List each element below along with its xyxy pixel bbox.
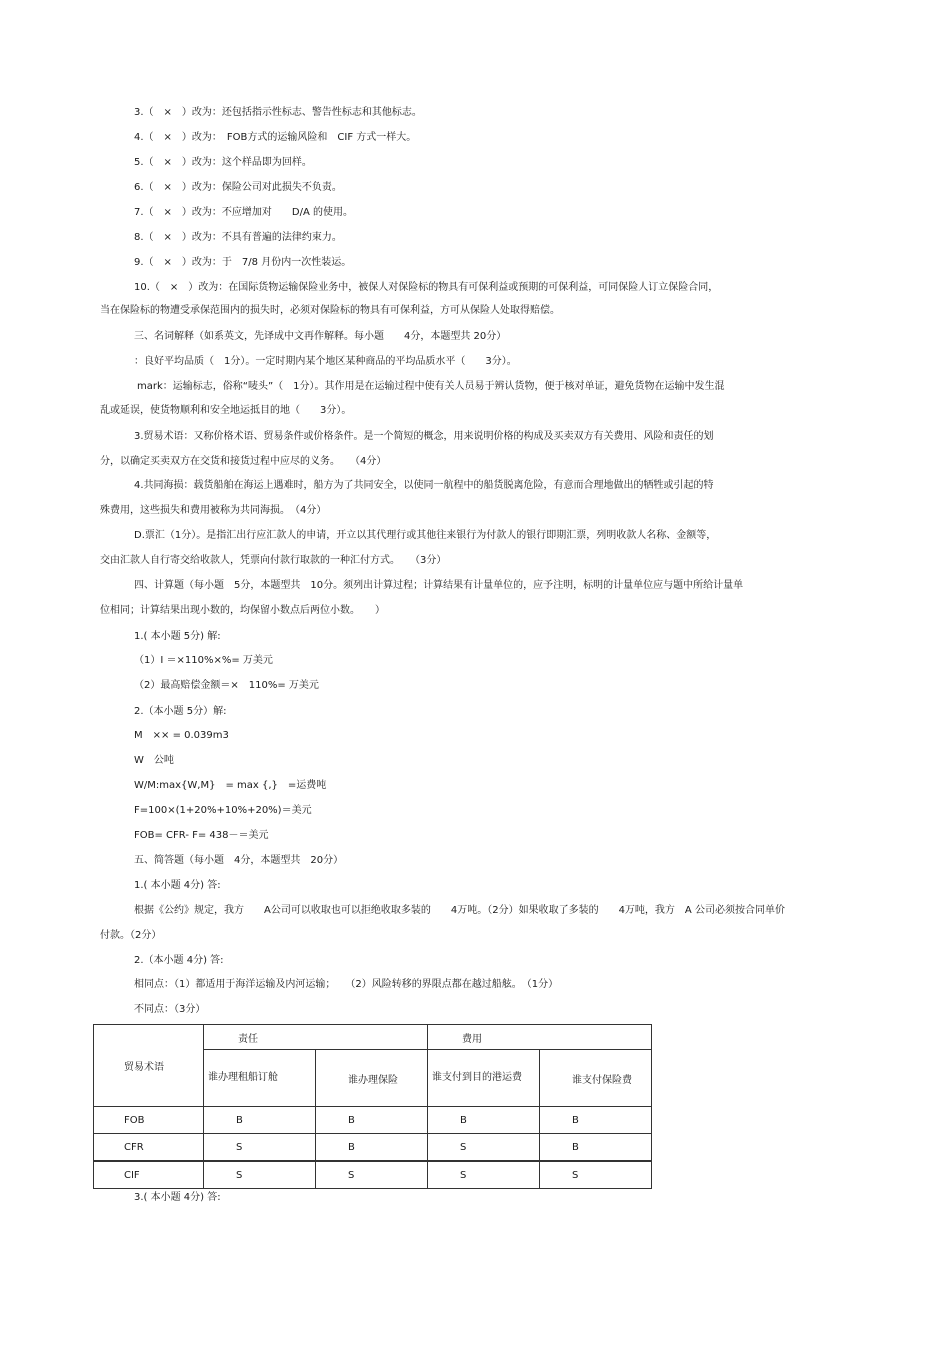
term-5-cont: 交由汇款人自行寄交给收款人，凭票向付款行取款的一种汇付方式。 （3分） [100, 555, 447, 566]
term-2: mark：运输标志，俗称“唛头”（ 1分）。其作用是在运输过程中使有关人员易于辨认货物，便于核对单证，避免货物在运输中发生混 [137, 381, 725, 392]
table-cell: S [316, 1161, 428, 1189]
term-3: 3.贸易术语：又称价格术语、贸易条件或价格条件。是一个简短的概念，用来说明价格的构成及买卖双方有关费用、风险和责任的划 [134, 431, 714, 442]
answer-line-6: 6.（ × ）改为：保险公司对此损失不负责。 [134, 182, 342, 193]
table-cell: B [540, 1107, 652, 1134]
table-group-responsibility: 责任 [204, 1025, 428, 1050]
table-cell: S [428, 1134, 540, 1162]
table-row [94, 1161, 652, 1189]
calc-2-fob: FOB= CFR- F= 438－＝美元 [134, 830, 269, 841]
term-3-cont: 分，以确定买卖双方在交货和接货过程中应尽的义务。 （4分） [100, 456, 387, 467]
table-sub-header-premium: 谁支付保险费 [540, 1050, 652, 1107]
table-cell-term: CIF [94, 1161, 204, 1189]
answer-line-10: 10.（ × ）改为：在国际货物运输保险业务中，被保人对保险标的物具有可保利益或预期的可保利益，可同保险人订立保险合同， [134, 282, 719, 293]
short-3-title: 3.( 本小题 4分) 答: [134, 1192, 221, 1203]
section-4-heading-cont: 位相同；计算结果出现小数的，均保留小数点后两位小数。 ） [100, 605, 385, 616]
table-row [94, 1134, 652, 1162]
calc-1-step-1: （1）I ＝×110%×%= 万美元 [134, 655, 273, 666]
calc-2-title: 2.（本小题 5分）解: [134, 706, 227, 717]
answer-line-8: 8.（ × ）改为：不具有普遍的法律约束力。 [134, 232, 342, 243]
answer-line-7: 7.（ × ）改为：不应增加对 D/A 的使用。 [134, 207, 354, 218]
answer-line-9: 9.（ × ）改为：于 7/8 月份内一次性装运。 [134, 257, 352, 268]
calc-2-w: W 公吨 [134, 755, 174, 766]
table-group-cost: 费用 [428, 1025, 652, 1050]
answer-line-5: 5.（ × ）改为：这个样品即为回样。 [134, 157, 312, 168]
table-sub-header-freight: 谁支付到目的港运费 [428, 1050, 540, 1107]
calc-2-f: F=100×(1+20%+10%+20%)＝美元 [134, 805, 312, 816]
section-5-heading: 五、简答题（每小题 4分，本题型共 20分） [134, 855, 344, 866]
short-2-title: 2.（本小题 4分) 答: [134, 955, 224, 966]
table-cell: B [204, 1107, 316, 1134]
section-3-heading: 三、名词解释（如系英文，先译成中文再作解释。每小题 4分，本题型共 20分） [134, 331, 507, 342]
answer-line-3: 3.（ × ）改为：还包括指示性标志、警告性标志和其他标志。 [134, 107, 422, 118]
table-cell: B [316, 1107, 428, 1134]
table-cell-term: FOB [94, 1107, 204, 1134]
short-2-similarities: 相同点：（1）都适用于海洋运输及内河运输； （2）风险转移的界限点都在越过船舷。 （1分） [134, 979, 559, 990]
calc-2-m: M ×× = 0.039m3 [134, 730, 229, 741]
table-cell: S [204, 1161, 316, 1189]
term-4: 4.共同海损：载货船舶在海运上遇难时，船方为了共同安全，以使同一航程中的船货脱离危险，有意而合理地做出的牺牲或引起的特 [134, 480, 714, 491]
table-sub-header-shipping: 谁办理租船订舱 [204, 1050, 316, 1107]
term-5: D.票汇（1分）。是指汇出行应汇款人的申请，开立以其代理行或其他往来银行为付款人的银行即期汇票，列明收款人名称、金额等， [134, 530, 717, 541]
table-row [94, 1107, 652, 1134]
short-1-answer-cont: 付款。（2分） [100, 930, 162, 941]
table-cell: B [540, 1134, 652, 1162]
short-1-answer: 根据《公约》规定，我方 A公司可以收取也可以拒绝收取多装的 4万吨。（2分）如果收取了多装的 4万吨，我方 A 公司必须按合同单价 [134, 905, 785, 916]
section-4-heading: 四、计算题（每小题 5分，本题型共 10分。须列出计算过程；计算结果有计量单位的，应予注明，标明的计量单位应与题中所给计量单 [134, 580, 744, 591]
term-2-cont: 乱或延误，使货物顺利和安全地运抵目的地（ 3分）。 [100, 405, 352, 416]
table-cell-term: CFR [94, 1134, 204, 1162]
calc-1-title: 1.( 本小题 5分) 解: [134, 631, 221, 642]
table-cell: S [204, 1134, 316, 1162]
short-2-differences: 不同点：（3分） [134, 1004, 206, 1015]
table-cell: B [316, 1134, 428, 1162]
table-corner-header: 贸易术语 [94, 1025, 204, 1107]
answer-line-4: 4.（ × ）改为： FOB方式的运输风险和 CIF 方式一样大。 [134, 132, 417, 143]
trade-terms-table [93, 1024, 652, 1189]
table-cell: S [540, 1161, 652, 1189]
term-4-cont: 殊费用，这些损失和费用被称为共同海损。 （4分） [100, 505, 327, 516]
table-cell: B [428, 1107, 540, 1134]
calc-2-wm: W/M:max{W,M} = max {,} =运费吨 [134, 780, 327, 791]
short-1-title: 1.( 本小题 4分) 答: [134, 880, 221, 891]
table-cell: S [428, 1161, 540, 1189]
term-1: ：良好平均品质（ 1分）。一定时期内某个地区某种商品的平均品质水平（ 3分）。 [134, 356, 517, 367]
table-sub-header-insurance: 谁办理保险 [316, 1050, 428, 1107]
answer-line-10-cont: 当在保险标的物遭受承保范围内的损失时，必须对保险标的物具有可保利益，方可从保险人处取得赔偿。 [100, 305, 560, 316]
calc-1-step-2: （2）最高赔偿金额＝× 110%= 万美元 [134, 680, 319, 691]
